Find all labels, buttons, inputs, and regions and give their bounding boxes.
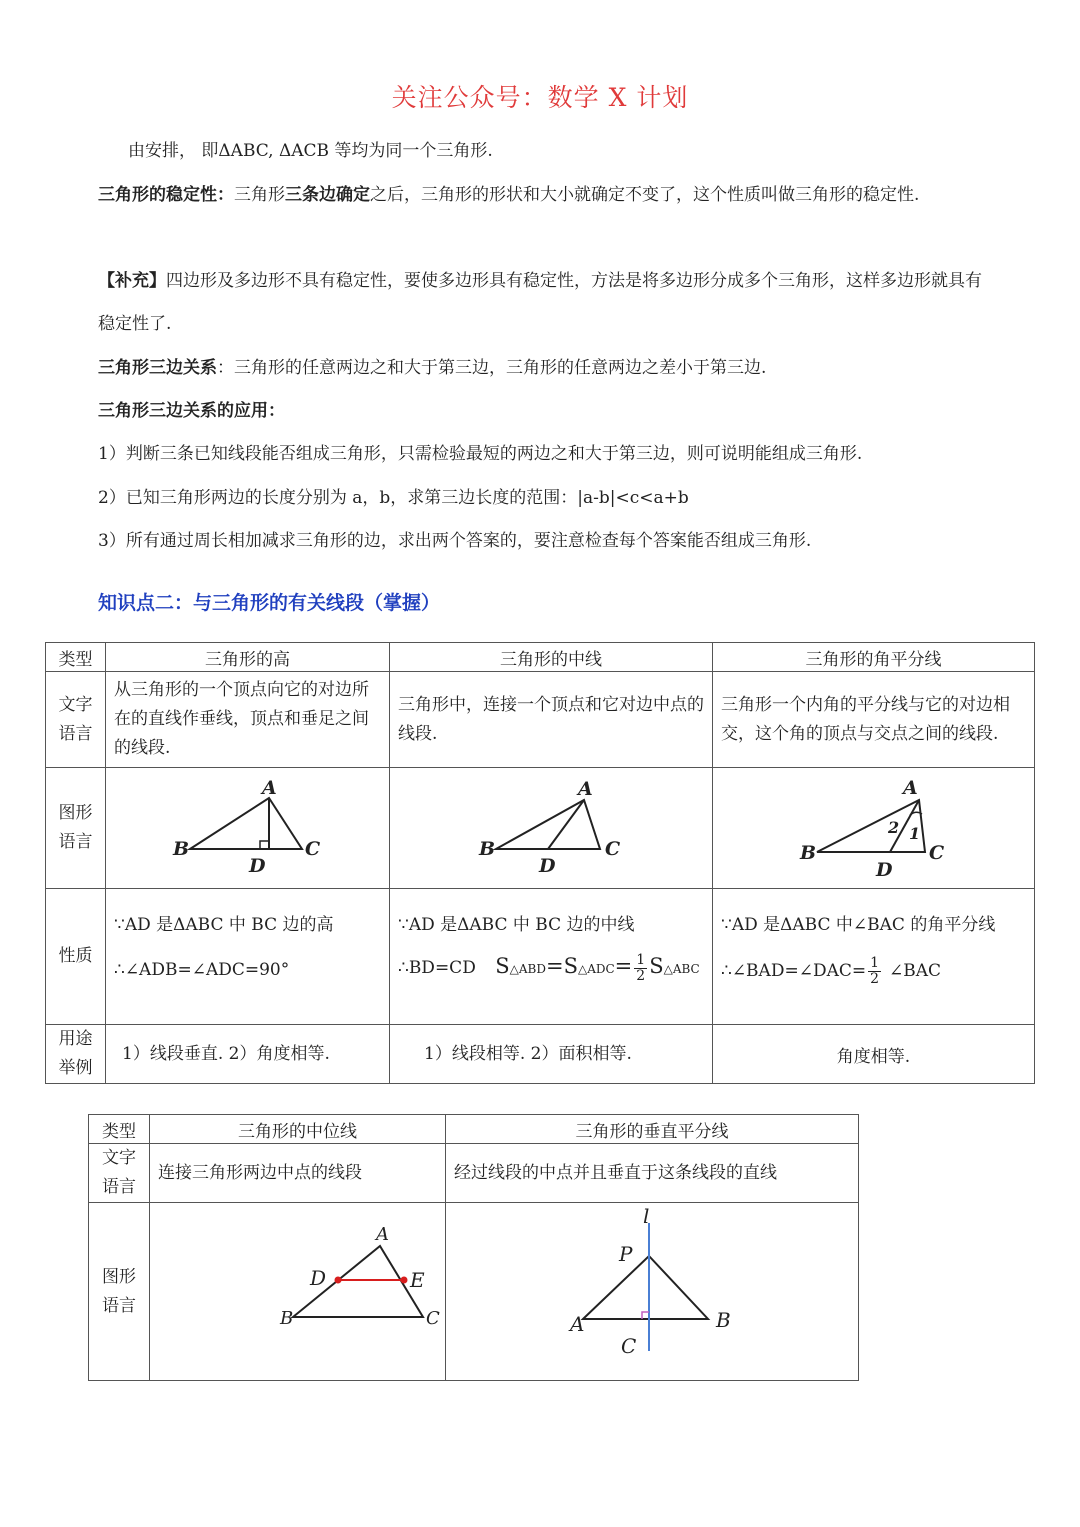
page-header: 关注公众号：数学 X 计划 (391, 83, 689, 112)
label-B: B (716, 1308, 731, 1332)
label-C: C (426, 1308, 440, 1329)
table1-header-bisector: 三角形的角平分线 (713, 643, 1035, 672)
para-supplement: 【补充】四边形及多边形不具有稳定性，要使多边形具有稳定性，方法是将多边形分成多个三角形，这样多边形就具有稳定性了. (98, 271, 982, 334)
application-title: 三角形三边关系的应用： (98, 401, 285, 421)
application-item-2: 2）已知三角形两边的长度分别为 a，b，求第三边长度的范围：|a-b|<c<a+b (98, 488, 689, 508)
label-A: A (262, 777, 277, 799)
point-D (335, 1277, 342, 1284)
label-A: A (570, 1312, 585, 1336)
table1-prop-label: 性质 (46, 889, 106, 1025)
label-B: B (280, 1308, 294, 1329)
midline-table (88, 1114, 859, 1381)
para-stability: 三角形的稳定性：三角形三条边确定之后，三角形的形状和大小就确定不变了，这个性质叫做三角形的稳定性. (98, 185, 920, 205)
label-B: B (173, 838, 190, 860)
median-diagram (390, 768, 712, 883)
table2-text-midline: 连接三角形两边中点的线段 (150, 1144, 446, 1203)
perp-triangle (583, 1256, 708, 1319)
label-P: P (619, 1242, 633, 1266)
fig-median (390, 768, 713, 889)
perp-bisector-diagram (446, 1203, 858, 1375)
label-D: D (310, 1266, 327, 1290)
table1-text-bisector: 三角形一个内角的平分线与它的对边相交，这个角的顶点与交点之间的线段. (713, 672, 1035, 768)
segments-table (45, 642, 1035, 1084)
label-E: E (410, 1268, 425, 1292)
table1-fig-label: 图形语言 (46, 768, 106, 889)
right-angle-mark (260, 841, 269, 849)
props-altitude: ∵AD 是ΔABC 中 BC 边的高 ∴∠ADB=∠ADC=90° (106, 889, 390, 1025)
altitude-triangle (190, 798, 302, 849)
table2-type-label: 类型 (89, 1115, 150, 1144)
table2-header-midline: 三角形的中位线 (150, 1115, 446, 1144)
table1-text-label: 文字语言 (46, 672, 106, 768)
fig-bisector (713, 768, 1035, 889)
fig-perp-bisector (446, 1203, 859, 1381)
table2-fig-label: 图形语言 (89, 1203, 150, 1381)
altitude-diagram (106, 768, 389, 883)
label-C: C (305, 838, 321, 860)
angle-label-2: 2 (888, 818, 900, 837)
use-bisector: 角度相等. (713, 1025, 1035, 1084)
table1-use-label: 用途举例 (46, 1025, 106, 1084)
para-three-sides: 三角形三边关系：三角形的任意两边之和大于第三边，三角形的任意两边之差小于第三边. (98, 358, 767, 378)
para-arrangement: 由安排， 即ΔABC, ΔACB 等均为同一个三角形. (128, 141, 493, 161)
label-A: A (903, 777, 918, 799)
use-altitude: 1）线段垂直. 2）角度相等. (106, 1025, 390, 1084)
median-line (548, 800, 584, 849)
label-B: B (800, 842, 817, 864)
label-C: C (929, 842, 945, 864)
table1-text-altitude: 从三角形的一个顶点向它的对边所在的直线作垂线，顶点和垂足之间的线段. (106, 672, 390, 768)
use-median: 1）线段相等. 2）面积相等. (390, 1025, 713, 1084)
bisector-diagram (713, 768, 1034, 883)
table2-header-perp-bisector: 三角形的垂直平分线 (446, 1115, 859, 1144)
label-D: D (539, 855, 556, 877)
midline-diagram (150, 1203, 445, 1375)
label-A: A (578, 778, 593, 800)
section-title: 知识点二：与三角形的有关线段（掌握） (98, 592, 441, 614)
table2-text-perp-bisector: 经过线段的中点并且垂直于这条线段的直线 (446, 1144, 859, 1203)
label-C: C (605, 838, 621, 860)
point-E (401, 1277, 408, 1284)
label-l: l (643, 1204, 650, 1228)
label-D: D (249, 855, 266, 877)
median-triangle (496, 800, 600, 849)
label-C: C (621, 1334, 637, 1358)
angle-label-1: 1 (909, 824, 921, 843)
application-item-1: 1）判断三条已知线段能否组成三角形，只需检验最短的两边之和大于第三边，则可说明能组成三角形. (98, 444, 863, 464)
label-B: B (479, 838, 496, 860)
props-bisector: ∵AD 是ΔABC 中∠BAC 的角平分线 ∴∠BAD=∠DAC= $\frac{1}{2}$ ∠BAC (713, 889, 1035, 1025)
table1-text-median: 三角形中，连接一个顶点和它对边中点的线段. (390, 672, 713, 768)
right-angle-mark (642, 1312, 649, 1319)
fig-altitude (106, 768, 390, 889)
table1-type-label: 类型 (46, 643, 106, 672)
table2-text-label: 文字语言 (89, 1144, 150, 1203)
table1-header-altitude: 三角形的高 (106, 643, 390, 672)
table1-header-median: 三角形的中线 (390, 643, 713, 672)
label-A: A (376, 1224, 389, 1245)
application-item-3: 3）所有通过周长相加减求三角形的边，求出两个答案的，要注意检查每个答案能否组成三角形. (98, 531, 812, 551)
fig-midline (150, 1203, 446, 1381)
props-median: ∵AD 是ΔABC 中 BC 边的中线 ∴BD=CD S△ABD=S△ADC= $\frac{1}{2}$ S△ABC (390, 889, 713, 1025)
label-D: D (876, 859, 893, 881)
